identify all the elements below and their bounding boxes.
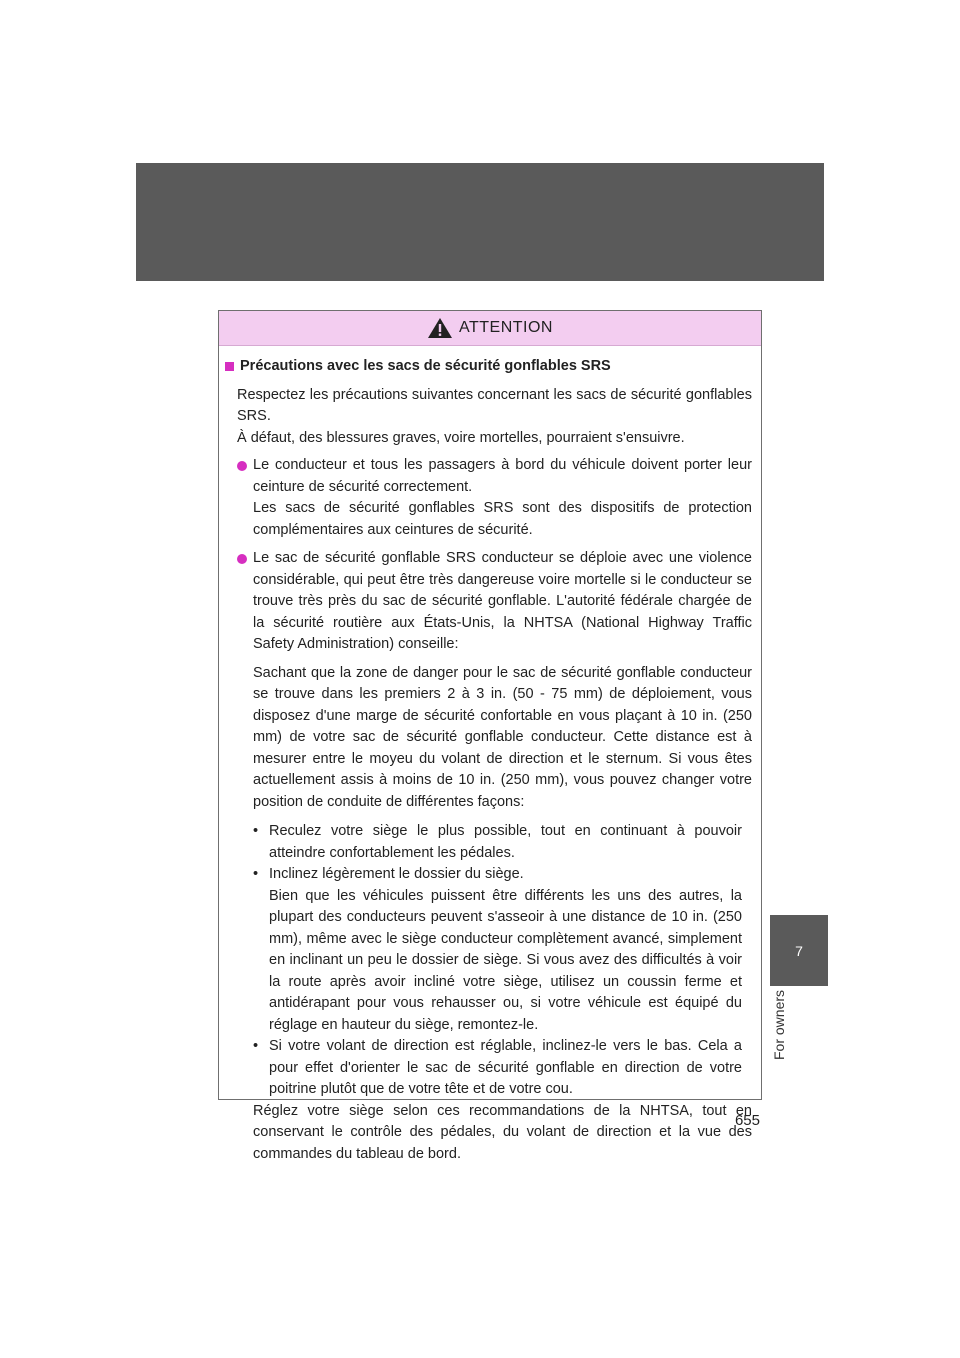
sub-list-item (253, 1036, 742, 1101)
chapter-tab (770, 915, 828, 986)
intro-paragraph (225, 385, 752, 450)
sub-item-text: Reculez votre siège le plus possible, tout en continuant à pouvoir atteindre confortablement les pédales. (269, 823, 742, 861)
sub-item-text: Si votre volant de direction est réglable, inclinez-le vers le bas. Cela a pour effet d'orienter le sac de sécurité gonflable en direction de votre poitrine plutôt que de votre tête et de votre cou. (269, 1038, 742, 1097)
dot-bullet-icon: • (253, 823, 259, 839)
list-item (225, 455, 752, 541)
attention-content (219, 346, 761, 1165)
section-title (225, 356, 752, 378)
warning-triangle-icon (427, 317, 453, 339)
section-title-text: Précautions avec les sacs de sécurité gonflables SRS (240, 358, 611, 374)
intro-line: À défaut, des blessures graves, voire mortelles, pourraient s'ensuivre. (237, 429, 685, 446)
sub-item-text: Bien que les véhicules puissent être différents les uns des autres, la plupart des conducteurs peuvent s'asseoir à une distance de 10 in. (250 mm), même avec le siège conducteur complètement avancé, simplement en inclinant un peu le dossier de siège. Si vous avez des difficultés à voir la route après avoir incliné votre siège, utilisez un coussin ferme et antidérapant pour vous rehausser ou, si votre véhicule est équipé du réglage en hauteur du siège, remontez-le. (269, 887, 742, 1033)
list-item (225, 548, 752, 656)
header-band (136, 163, 824, 281)
bullet-text: Le sac de sécurité gonflable SRS conducteur se déploie avec une violence considérable, qui peut être très dangereuse voire mortelle si le conducteur se trouve très près du sac de sécurité gonflable. L'autorité fédérale chargée de la sécurité routière aux États-Unis, la NHTSA (National Highway Traffic Safety Administration) conseille: (253, 550, 752, 652)
chapter-tab-label: For owners (771, 990, 787, 1061)
advice-paragraph: Sachant que la zone de danger pour le sac de sécurité gonflable conducteur se trouve dans les premiers 2 à 3 in. (50 - 75 mm) de déploiement, vous disposez d'une marge de sécurité confortable en vous plaçant à 10 in. (250 mm) de votre sac de sécurité gonflable conducteur. Cette distance est à mesurer entre le moyeu du volant de direction et le sternum. Si vous êtes actuellement assis à moins de 10 in. (250 mm), vous pouvez changer votre position de conduite de différentes façons: (253, 664, 752, 810)
sub-item-text: Inclinez légèrement le dossier du siège. (269, 866, 524, 882)
bullet-text: Les sacs de sécurité gonflables SRS sont des dispositifs de protection complémentaires aux ceintures de sécurité. (253, 500, 752, 538)
circle-bullet-icon (237, 554, 247, 564)
attention-title: ATTENTION (459, 319, 553, 336)
bullet-text: Le conducteur et tous les passagers à bord du véhicule doivent porter leur ceinture de sécurité correctement. (253, 457, 752, 495)
sub-list-item (253, 821, 742, 864)
chapter-tab-number: 7 (795, 942, 803, 959)
intro-line: Respectez les précautions suivantes concernant les sacs de sécurité gonflables SRS. (237, 386, 752, 424)
dot-bullet-icon: • (253, 866, 259, 882)
sub-list-item (253, 864, 742, 1036)
closing-paragraph: Réglez votre siège selon ces recommandations de la NHTSA, tout en conservant le contrôle des pédales, du volant de direction et la vue des commandes du tableau de bord. (253, 1102, 752, 1162)
sub-item-list (225, 821, 752, 1101)
dot-bullet-icon: • (253, 1038, 259, 1054)
circle-bullet-icon (237, 461, 247, 471)
square-bullet-icon (225, 362, 234, 371)
page-number: 655 (734, 1112, 760, 1129)
attention-header (219, 311, 761, 346)
